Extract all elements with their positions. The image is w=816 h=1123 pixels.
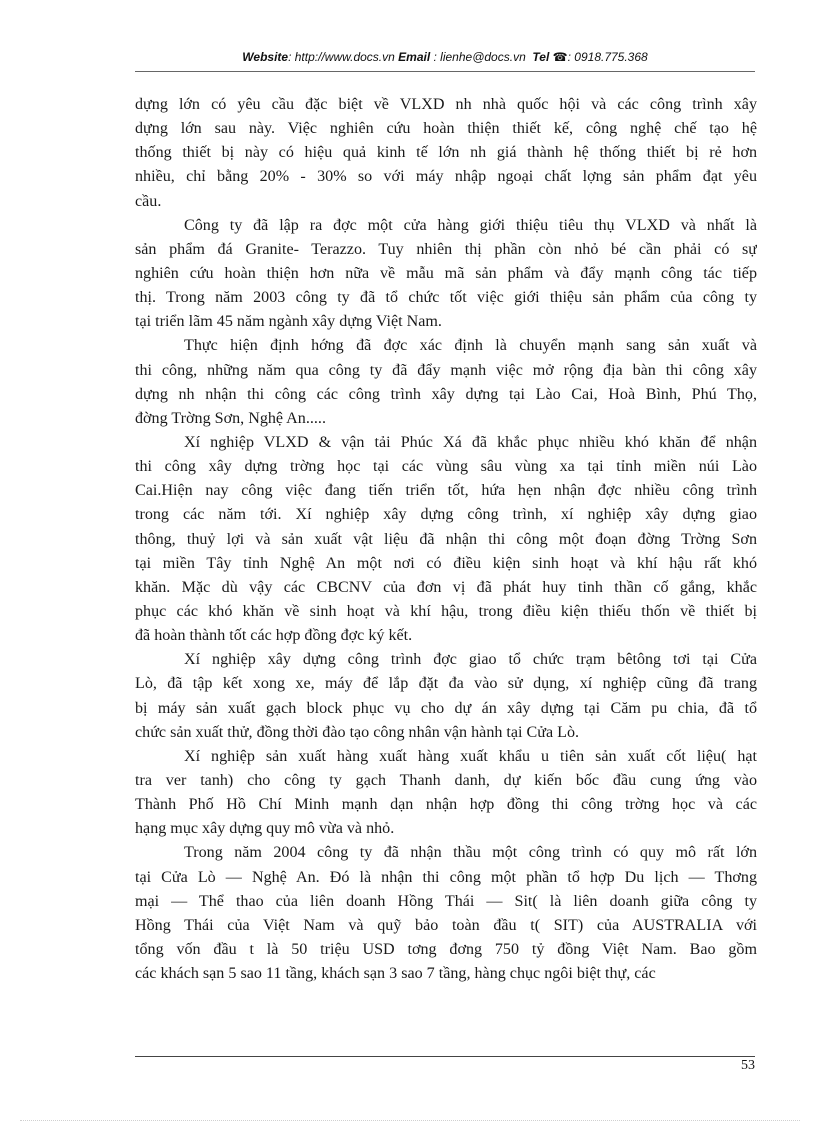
- email-value: : lienhe@docs.vn: [430, 50, 526, 64]
- text-line: tại triển lãm 45 năm ngành xây dựng Việt Nam.: [135, 313, 442, 331]
- website-value: : http://www.docs.vn: [288, 50, 395, 64]
- text-line: dựng lớn có yêu cầu đặc biệt về VLXD nh nhà quốc hội và các công trình xây: [135, 96, 757, 113]
- text-line: tổng vốn đầu t là 50 triệu USD tơng đơng 750 tỷ đồng Việt Nam. Bao gồm: [135, 940, 757, 958]
- text-line: tại Cửa Lò — Nghệ An. Đó là nhận thi công một phần tổ hợp Du lịch — Thơng: [135, 868, 757, 886]
- text-line: dựng nh nhận thi công các công trình xây dựng tại Lào Cai, Hoà Bình, Phú Thọ,: [135, 385, 757, 403]
- text-line: Trong năm 2004 công ty đã nhận thầu một công trình có quy mô rất lớn: [184, 844, 757, 862]
- text-line: bị máy sản xuất gạch block phục vụ cho dự án xây dựng tại Căm pu chia, đã tổ: [135, 699, 757, 717]
- body-paragraph: [135, 334, 757, 431]
- text-line: Thực hiện định hớng đã đợc xác định là chuyển mạnh sang sản xuất và: [184, 337, 757, 355]
- page-header: [135, 50, 755, 68]
- text-line: nhiều, chỉ bằng 20% - 30% so với máy nhập ngoại chất lợng sản phẩm đạt yêu: [135, 168, 757, 186]
- page-number: 53: [741, 1058, 755, 1073]
- text-line: Xí nghiệp sản xuất hàng xuất hàng xuất khẩu u tiên sản xuất cốt liệu( hạt: [184, 747, 757, 765]
- text-line: Thành Phố Hồ Chí Minh mạnh dạn nhận hợp đồng thi công trờng học và các: [135, 796, 757, 814]
- text-line: Lò, đã tập kết xong xe, máy để lắp đặt đa vào sử dụng, xí nghiệp cũng đã trang: [135, 675, 757, 693]
- body-paragraph: [135, 648, 757, 745]
- text-line: khăn. Mặc dù vậy các CBCNV của đơn vị đã phát huy tinh thần cố gắng, khắc: [135, 578, 757, 596]
- tel-value: : 0918.775.368: [567, 50, 648, 64]
- page-bottom-edge: [20, 1120, 800, 1121]
- header-divider: [135, 71, 755, 72]
- text-line: thị. Trong năm 2003 công ty đã tổ chức tốt việc giới thiệu sản phẩm của công ty: [135, 289, 757, 307]
- text-line: Xí nghiệp VLXD & vận tải Phúc Xá đã khắc phục nhiều khó khăn để nhận: [184, 433, 757, 451]
- text-line: thông, thuỷ lợi và sản xuất vật liệu đã nhận thi công một đoạn đờng Trờng Sơn: [135, 530, 757, 548]
- text-line: dựng lớn sau này. Việc nghiên cứu hoàn thiện thiết kế, công nghệ chế tạo hệ: [135, 120, 757, 138]
- text-line: tại miền Tây tỉnh Nghệ An một nơi có điều kiện sinh hoạt và khí hậu rất khó: [135, 554, 757, 572]
- body-paragraph: [135, 745, 757, 842]
- text-line: Xí nghiệp xây dựng công trình đợc giao tổ chức trạm bêtông tơi tại Cửa: [184, 651, 757, 669]
- body-paragraph: [135, 841, 757, 986]
- text-line: các khách sạn 5 sao 11 tầng, khách sạn 3 sao 7 tầng, hàng chục ngôi biệt thự, các: [135, 965, 656, 983]
- text-line: Cai.Hiện nay công việc đang tiến triển tốt, hứa hẹn nhận đợc nhiều công trình: [135, 482, 757, 500]
- email-label: Email: [398, 50, 431, 64]
- body-paragraph: [135, 93, 757, 214]
- text-line: phục các khó khăn về sinh hoạt và khí hậu, trong điều kiện thiếu thốn về thiết bị: [135, 602, 757, 620]
- text-line: tra ver tanh) cho công ty gạch Thanh danh, dự kiến bốc đầu cung ứng vào: [135, 771, 757, 789]
- text-line: sản phẩm đá Granite- Terazzo. Tuy nhiên thị phần còn nhỏ bé cần phải có sự: [135, 240, 757, 258]
- website-label: Website: [242, 50, 289, 64]
- text-line: thống thiết bị này có hiệu quả kinh tế lớn nh giá thành hệ thống thiết bị rẻ hơn: [135, 144, 757, 162]
- text-line: Hồng Thái của Việt Nam và quỹ bảo toàn đầu t( SIT) của AUSTRALIA với: [135, 916, 757, 934]
- text-line: thi công xây dựng trờng học tại các vùng sâu vùng xa tại tỉnh miền núi Lào: [135, 458, 757, 476]
- text-line: cầu.: [135, 192, 162, 210]
- tel-label: Tel: [532, 50, 550, 64]
- text-line: mại — Thể thao của liên doanh Hồng Thái — Sit( là liên doanh giữa công ty: [135, 892, 757, 910]
- document-body: [135, 93, 757, 986]
- text-line: trong các năm tới. Xí nghiệp xây dựng công trình, xí nghiệp xây dựng giao: [135, 506, 757, 524]
- text-line: đã hoàn thành tốt các hợp đồng đợc ký kết.: [135, 627, 413, 645]
- text-line: nghiên cứu hoàn thiện hơn nữa về mẫu mã sản phẩm và đẩy mạnh công tác tiếp: [135, 264, 757, 282]
- text-line: chức sản xuất thử, đồng thời đào tạo công nhân vận hành tại Cửa Lò.: [135, 723, 580, 741]
- footer-divider: [135, 1056, 755, 1057]
- body-paragraph: [135, 431, 757, 648]
- text-line: đờng Trờng Sơn, Nghệ An.....: [135, 409, 326, 427]
- body-paragraph: [135, 214, 757, 335]
- text-line: hạng mục xây dựng quy mô vừa và nhỏ.: [135, 820, 395, 838]
- phone-icon: ☎: [552, 50, 568, 64]
- text-line: thi công, những năm qua công ty đã đẩy mạnh việc mở rộng địa bàn thi công xây: [135, 361, 757, 379]
- text-line: Công ty đã lập ra đợc một cửa hàng giới thiệu tiêu thụ VLXD và nhất là: [184, 216, 757, 234]
